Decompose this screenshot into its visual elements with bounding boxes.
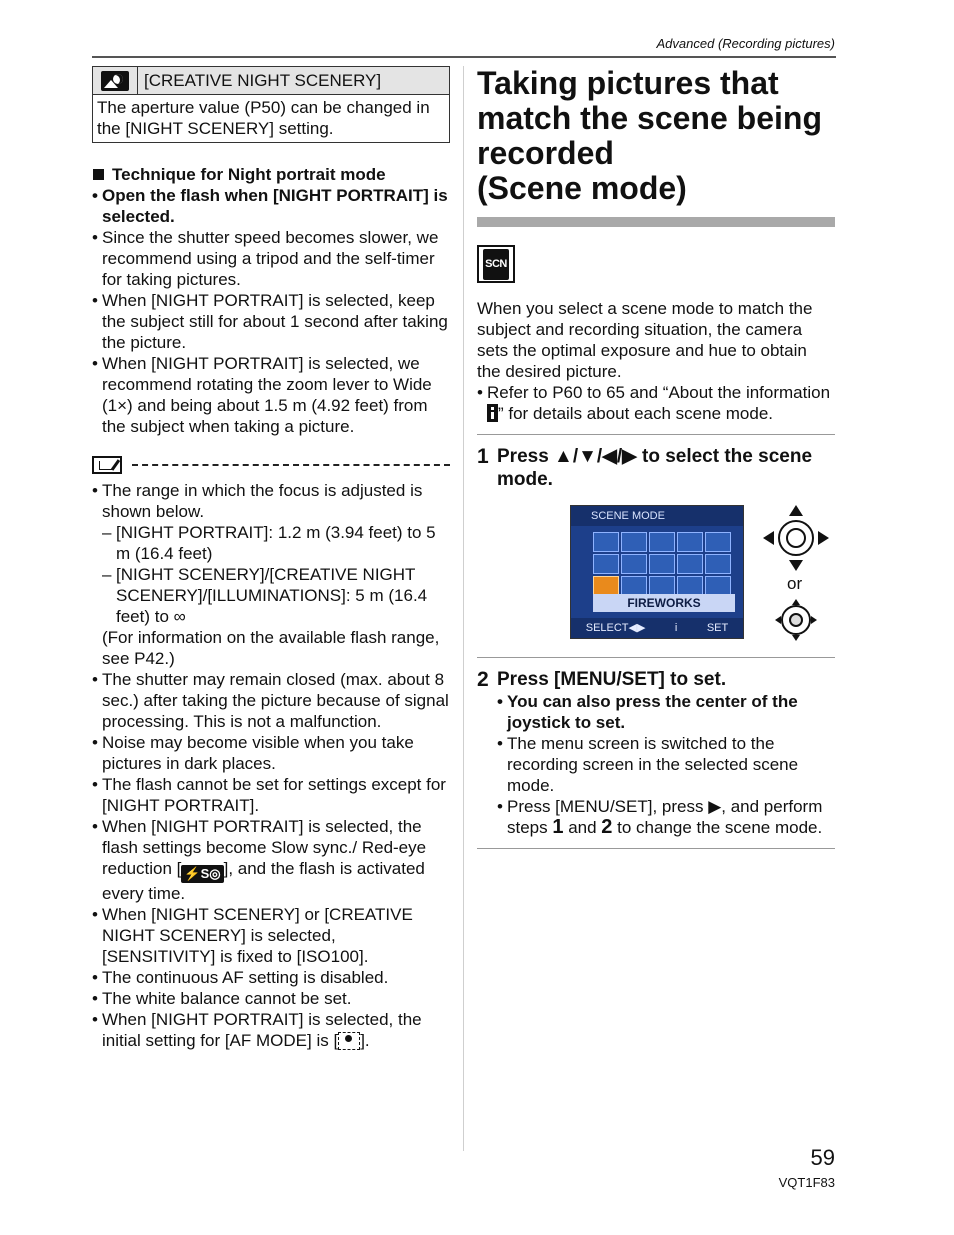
list-item: • When [NIGHT SCENERY] or [CREATIVE NIGHT SCENERY] is selected, [SENSITIVITY] is fixed to [ISO100]. xyxy=(92,904,450,967)
square-bullet-icon xyxy=(93,169,104,180)
notes-divider xyxy=(92,456,450,474)
page-number: 59 xyxy=(810,1145,835,1170)
divider xyxy=(477,848,835,849)
slow-sync-red-eye-icon: ⚡S◎ xyxy=(181,865,223,883)
top-rule xyxy=(92,56,836,58)
page-title: Taking pictures that match the scene being recorded (Scene mode) xyxy=(477,65,822,206)
step-2-heading: 2 Press [MENU/SET] to set. xyxy=(477,668,727,691)
scene-cell xyxy=(593,554,619,574)
scene-cell xyxy=(705,554,731,574)
list-item: • When [NIGHT PORTRAIT] is selected, the initial setting for [AF MODE] is [ ]. xyxy=(92,1009,450,1051)
note-icon xyxy=(92,456,122,474)
title-underline xyxy=(477,217,835,227)
list-item: • The shutter may remain closed (max. about 8 sec.) after taking the picture because of signal processing. This is not a malfunction. xyxy=(92,669,450,732)
scene-mode-screen xyxy=(570,505,744,639)
intro-text: When you select a scene mode to match the subject and recording situation, the camera sets the optimal exposure and hue to obtain the desired picture. xyxy=(477,299,813,381)
scene-cell xyxy=(649,532,675,552)
list-item: • Open the flash when [NIGHT PORTRAIT] is selected. xyxy=(92,185,450,227)
night-scenery-icon xyxy=(101,71,129,91)
mode-box-title: [CREATIVE NIGHT SCENERY] xyxy=(144,71,382,90)
intro-list xyxy=(477,382,835,424)
divider xyxy=(477,657,835,658)
creative-night-scenery-box xyxy=(92,66,450,143)
scene-cell xyxy=(621,532,647,552)
list-item: • When [NIGHT PORTRAIT] is selected, we recommend rotating the zoom lever to Wide (1×) and being about 1.5 m (4.92 feet) from the subject when taking a picture. xyxy=(92,353,450,437)
screen-title: SCENE MODE xyxy=(571,506,743,526)
document-code: VQT1F83 xyxy=(778,1175,835,1190)
step-1-figure xyxy=(477,505,835,647)
focus-range-scenery: – [NIGHT SCENERY]/[CREATIVE NIGHT SCENERY]/[ILLUMINATIONS]: 5 m (16.4 feet) to ∞ xyxy=(102,564,450,627)
list-item: • Press [MENU/SET], press ▶, and perform steps 1 and 2 to change the scene mode. xyxy=(497,796,835,838)
scene-cell-selected xyxy=(593,576,619,596)
scene-cell xyxy=(621,576,647,596)
list-item: • The menu screen is switched to the recording screen in the selected scene mode. xyxy=(497,733,835,796)
face-detection-icon xyxy=(338,1032,360,1050)
scene-cell xyxy=(705,576,731,596)
step-2-body xyxy=(477,691,835,838)
or-label: or xyxy=(787,574,803,593)
scene-cell xyxy=(649,576,675,596)
scene-cell xyxy=(677,554,703,574)
right-column xyxy=(477,66,835,859)
scene-grid xyxy=(593,532,735,596)
focus-range-portrait: – [NIGHT PORTRAIT]: 1.2 m (3.94 feet) to 5 m (16.4 feet) xyxy=(102,522,450,564)
screen-guide-bar: SELECT◀▶ i SET xyxy=(571,618,743,638)
notes-list xyxy=(92,480,450,1051)
section-title: Advanced (Recording pictures) xyxy=(656,36,835,51)
technique-heading: Technique for Night portrait mode xyxy=(92,164,450,185)
list-item: • When [NIGHT PORTRAIT] is selected, the flash settings become Slow sync./ Red-eye reduction [ ⚡S◎ ], and the flash is activated every time. xyxy=(92,816,450,904)
list-item: • The continuous AF setting is disabled. xyxy=(92,967,450,988)
list-item: • Noise may become visible when you take pictures in dark places. xyxy=(92,732,450,774)
scene-mode-icon: SCN xyxy=(477,245,515,283)
info-icon xyxy=(487,404,498,422)
scene-cell xyxy=(677,532,703,552)
step-1-heading: 1 Press ▲/▼/◀/▶ to select the scene mode. xyxy=(477,445,813,490)
left-column xyxy=(92,66,450,1051)
list-item: • Since the shutter speed becomes slower, we recommend using a tripod and the self-timer for taking pictures. xyxy=(92,227,450,290)
list-item: • The white balance cannot be set. xyxy=(92,988,450,1009)
scene-cell xyxy=(649,554,675,574)
scene-cell xyxy=(677,576,703,596)
selected-scene-label: FIREWORKS xyxy=(593,594,735,612)
scene-cell xyxy=(593,532,619,552)
flash-range-reference: (For information on the available flash range, see P42.) xyxy=(102,628,440,668)
list-item: • Refer to P60 to 65 and “About the information ” for details about each scene mode. xyxy=(477,382,835,424)
mode-box-text: The aperture value (P50) can be changed in the [NIGHT SCENERY] setting. xyxy=(97,98,430,138)
cursor-buttons-icon xyxy=(763,505,829,571)
list-item: • The flash cannot be set for settings except for [NIGHT PORTRAIT]. xyxy=(92,774,450,816)
scene-cell xyxy=(705,532,731,552)
technique-list xyxy=(92,185,450,437)
scene-cell xyxy=(621,554,647,574)
joystick-icon xyxy=(775,599,817,641)
list-item: • The range in which the focus is adjusted is shown below. – [NIGHT PORTRAIT]: 1.2 m (3.94 feet) to 5 m (16.4 feet) – [NIGHT SCENERY]/[CREATIVE NIGHT SCENERY]/[ILLUMINATIONS]: 5 m (16.4 feet) to ∞ (For information on the available flash range, see P42.) xyxy=(92,480,450,669)
divider xyxy=(477,434,835,435)
list-item: • You can also press the center of the joystick to set. xyxy=(497,691,835,733)
column-divider xyxy=(463,66,464,1151)
list-item: • When [NIGHT PORTRAIT] is selected, keep the subject still for about 1 second after taking the picture. xyxy=(92,290,450,353)
